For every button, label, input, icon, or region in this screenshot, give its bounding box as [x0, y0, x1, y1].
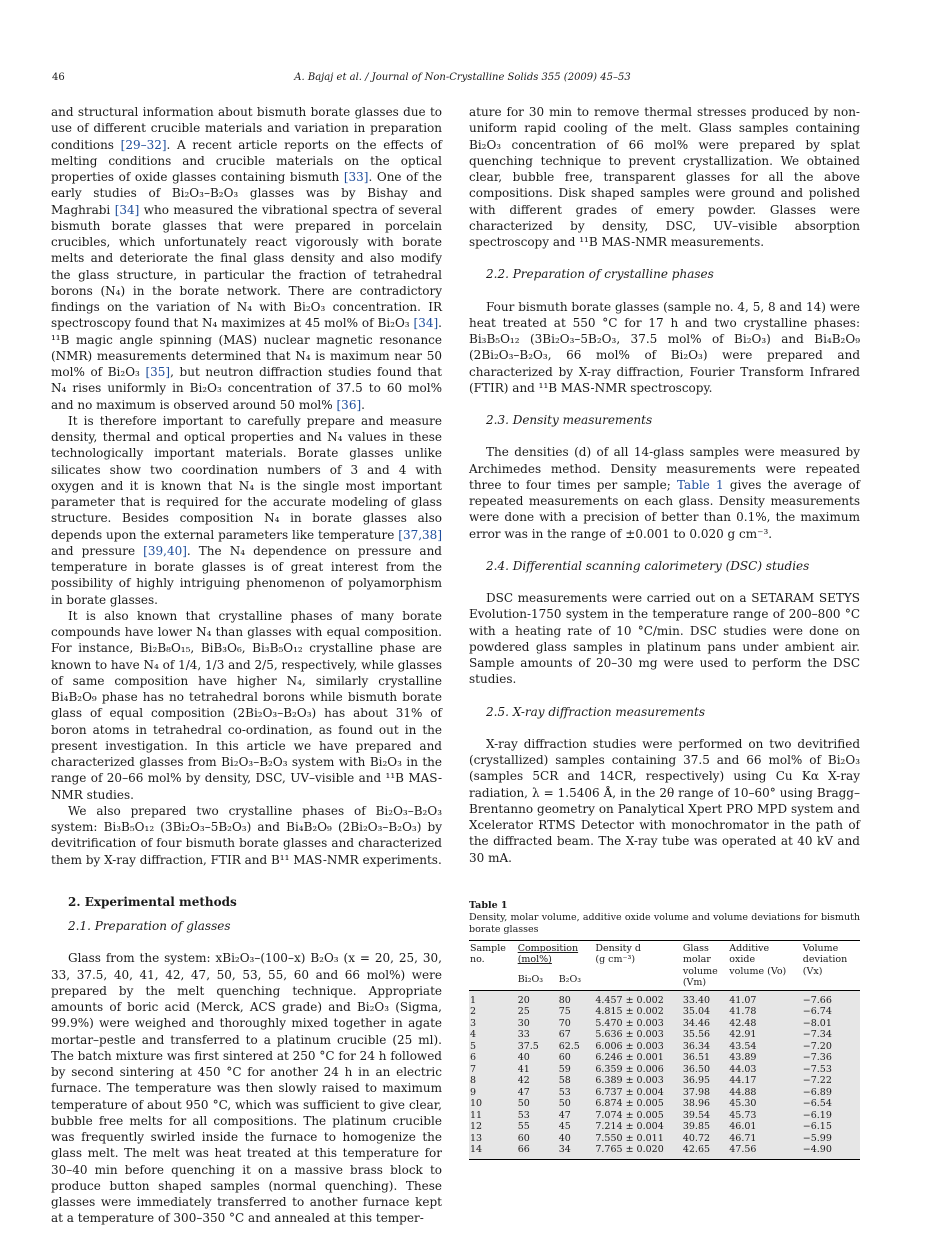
citation-link[interactable]: [36]	[336, 397, 362, 412]
table-cell: 34.46	[682, 1017, 711, 1029]
citation-link[interactable]: [37,38]	[398, 527, 442, 542]
table-caption: Density, molar volume, additive oxide volume and volume deviations for bismuth borate glasses	[469, 911, 860, 935]
table-cell: 36.51	[682, 1052, 711, 1064]
table-cell: −6.19	[802, 1109, 832, 1121]
left-column	[51, 104, 442, 1227]
table-cell: 4.815 ± 0.002	[595, 1006, 664, 1018]
table-cell: 36.95	[682, 1075, 711, 1087]
column-header-molar-volume: Glass molar volume (Vm)	[682, 940, 728, 990]
table-cell: 42	[517, 1075, 530, 1087]
table-row	[469, 1110, 860, 1122]
table-cell: 40.72	[682, 1132, 711, 1144]
table-cell: 44.17	[729, 1075, 757, 1087]
table-cell: 20	[517, 990, 558, 1006]
column-header-sample: Sample no.	[469, 940, 517, 990]
table-cell: 12	[470, 1121, 483, 1133]
table-cell: 7.550 ± 0.011	[595, 1132, 664, 1144]
table-row	[469, 1041, 860, 1053]
table-cell: 62.5	[558, 1040, 580, 1052]
table-cell: −7.53	[802, 1063, 832, 1075]
table-cell: 70	[558, 1017, 571, 1029]
citation-link[interactable]: [35]	[145, 365, 171, 379]
column-header-bi2o3: Bi₂O₃	[517, 974, 544, 986]
table-cell: 6.006 ± 0.003	[595, 1040, 664, 1052]
paragraph: and structural information about bismuth borate glasses due to use of different crucible materials and variation in preparation conditions [29–32]. A recent article reports on the effects of melting conditions and crucible materials on the optical properties of oxide glasses containing bismuth [33]. One of the early studies of Bi₂O₃–B₂O₃ glasses was by Bishay and Maghrabi [34] who measured the vibrational spectra of several bismuth borate glasses that were prepared in porcelain crucibles, which unfortunately react vigorously with borate melts and deteriorate the final glass density and also modify the glass structure, in particular the fraction of tetrahedral borons (N₄) in the borate network. There are contradictory findings on the variation of N₄ with Bi₂O₃ concentration. IR spectroscopy found that N₄ maximizes at 45 mol% of Bi₂O₃ [34]. ¹¹B magic angle spinning (MAS) nuclear magnetic resonance (NMR) measurements determined that N₄ is maximum near 50 mol% of Bi₂O₃ [35], but neutron diffraction studies found that N₄ rises uniformly in Bi₂O₃ concentration of 37.5 to 60 mol% and no maximum is observed around 50 mol% [36].	[51, 105, 443, 412]
table-cell: −7.20	[802, 1040, 832, 1052]
citation-link[interactable]: [39,40]	[143, 543, 187, 558]
table-cell: 6.389 ± 0.003	[595, 1075, 664, 1087]
page-header	[0, 72, 925, 88]
table-cell: 45.73	[729, 1109, 757, 1121]
table-body	[469, 990, 860, 1159]
table-cell: 59	[558, 1063, 571, 1075]
table-cell: −8.01	[802, 1017, 832, 1029]
table-cell: −4.90	[802, 1144, 860, 1159]
table-cell: 80	[558, 990, 595, 1006]
table-cell: 58	[558, 1075, 571, 1087]
table-cell: 35.04	[682, 1006, 711, 1018]
subsection-heading: 2.3. Density measurements	[486, 413, 653, 427]
table-row	[469, 1006, 860, 1018]
table-cell: −5.99	[802, 1132, 832, 1144]
table-cell: 41.07	[728, 990, 802, 1006]
subsection-heading: 2.5. X-ray diffraction measurements	[486, 704, 705, 719]
table-cell: 41.78	[729, 1006, 757, 1018]
paragraph: ature for 30 min to remove thermal stresses produced by non-uniform rapid cooling of the melt. Glass samples containing Bi₂O₃ concentration of 66 mol% were prepared by splat quenching technique to prevent crystallization. We obtained clear, bubble free, transparent glasses for all the above compositions. Disk shaped samples were ground and polished with different grades of emery powder. Glasses were characterized by density, DSC, UV–visible absorption spectroscopy and ¹¹B MAS-NMR measurements.	[469, 105, 860, 249]
table-cell: 6.874 ± 0.005	[595, 1098, 664, 1110]
table-cell: 13	[470, 1132, 483, 1144]
table-cell: 37.5	[517, 1040, 539, 1052]
paragraph: It is therefore important to carefully prepare and measure density, thermal and optical properties and N₄ values in these technologically important materials. Borate glasses unlike silicates show two coordination numbers of 3 and 4 with oxygen and it is known that N₄ is the single most important parameter that is required for the accurate modeling of glass structure. Besides composition N₄ in borate glasses also depends upon the external parameters like temperature [37,38] and pressure [39,40]. The N₄ dependence on pressure and temperature in borate glasses is of great interest from the possibility of highly intriguing phenomenon of polyamorphism in borate glasses.	[51, 413, 442, 607]
paragraph: Glass from the system: xBi₂O₃–(100–x) B₂O₃ (x = 20, 25, 30, 33, 37.5, 40, 41, 42, 47, 50, 53, 55, 60 and 66 mol%) were prepared by the melt quenching technique. Appropriate amounts of boric acid (Merck, ACS grade) and Bi₂O₃ (Sigma, 99.9%) were weighed and thoroughly mixed together in agate mortar–pestle and transferred to a platinum crucible (25 ml). The batch mixture was first sintered at 250 °C for 24 h followed by second sintering at 450 °C for another 24 h in an electric furnace. The temperature was then slowly raised to maximum temperature of about 950 °C, which was sufficient to give clear, bubble free melts for all compositions. The platinum crucible was frequently swirled inside the furnace to homogenize the glass melt. The melt was heat treated at this temperature for 30–40 min before quenching it on a massive brass block to produce button shaped samples (normal quenching). These glasses were immediately transferred to another furnace kept at a temperature of 300–350 °C and annealed at this temper-	[51, 951, 442, 1226]
table-cell: −7.66	[802, 990, 860, 1006]
table-cell: 6.737 ± 0.004	[595, 1086, 664, 1098]
table-cell: 33.40	[682, 990, 728, 1006]
table-cell: 45	[558, 1121, 571, 1133]
column-header-composition: Composition (mol%)	[517, 940, 595, 972]
table-cell: 30	[517, 1017, 530, 1029]
table-cell: 46.71	[729, 1132, 757, 1144]
paragraph: The densities (d) of all 14-glass samples were measured by Archimedes method. Density measurements were repeated three to four times per sample; Table 1 gives the average of repeated measurements on each glass. Density measurements were done with a precision of better than 0.1%, the maximum error was in the range of ±0.001 to 0.020 g cm⁻³.	[469, 445, 860, 541]
table-row	[469, 1087, 860, 1099]
table-row	[469, 1029, 860, 1041]
table-cell: 40	[517, 1052, 530, 1064]
table-cell: 47.56	[728, 1144, 802, 1159]
table-cell: 11	[470, 1109, 483, 1121]
table-cell: 42.91	[729, 1029, 757, 1041]
table-cell: 36.34	[682, 1040, 711, 1052]
table-cell: 9	[470, 1086, 477, 1098]
subsection-heading: 2.1. Preparation of glasses	[68, 919, 231, 933]
table-cell: 55	[517, 1121, 530, 1133]
subsection-heading: 2.4. Differential scanning calorimetery (DSC) studies	[486, 558, 810, 573]
column-header-b2o3: B₂O₃	[558, 974, 582, 986]
table-cell: 7	[470, 1063, 477, 1075]
table-title: Table 1	[469, 899, 508, 911]
table-cell: 6.246 ± 0.001	[595, 1052, 664, 1064]
table-cell: 45.30	[729, 1098, 757, 1110]
table-cell: 34	[558, 1144, 595, 1159]
table-cell: −6.15	[802, 1121, 832, 1133]
table-cell: 75	[558, 1006, 571, 1018]
table-cell: 60	[558, 1052, 571, 1064]
table-cell: 41	[517, 1063, 530, 1075]
table-row	[469, 1144, 860, 1159]
table-cell: 25	[517, 1006, 530, 1018]
table-cell: 1	[469, 990, 517, 1006]
table-cell: 67	[558, 1029, 571, 1041]
data-table	[469, 940, 860, 1160]
table-cell: −7.22	[802, 1075, 832, 1087]
table-cell: 42.48	[729, 1017, 757, 1029]
table-row	[469, 990, 860, 1006]
column-header-density: Density d (g cm⁻³)	[594, 940, 681, 990]
table-row	[469, 1098, 860, 1110]
table-row	[469, 1018, 860, 1030]
table-cell: 5	[470, 1040, 477, 1052]
table-row	[469, 1064, 860, 1076]
table-cell: 14	[469, 1144, 517, 1159]
table-cell: 3	[470, 1017, 477, 1029]
citation-link[interactable]: [34]	[114, 202, 140, 217]
table-row	[469, 1133, 860, 1145]
table-cell: 50	[558, 1098, 571, 1110]
table-cell: 42.65	[682, 1144, 728, 1159]
table-cell: −7.36	[802, 1052, 832, 1064]
table-cell: 39.54	[682, 1109, 711, 1121]
table-cell: 7.214 ± 0.004	[595, 1121, 664, 1133]
table-row	[469, 1121, 860, 1133]
table-cell: 36.50	[682, 1063, 711, 1075]
table-cell: 38.96	[682, 1098, 711, 1110]
table-cell: 2	[470, 1006, 477, 1018]
table-cell: 47	[558, 1109, 571, 1121]
paragraph: Four bismuth borate glasses (sample no. 4, 5, 8 and 14) were heat treated at 550 °C for 17 h and two crystalline phases: Bi₃B₅O₁₂ (3Bi₂O₃–5B₂O₃, 37.5 mol% of Bi₂O₃) and Bi₄B₂O₉ (2Bi₂O₃–B₂O₃, 66 mol% of Bi₂O₃) were prepared and characterized by X-ray diffraction, Fourier Transform Infrared (FTIR) and ¹¹B MAS-NMR spectroscopy.	[469, 299, 860, 395]
paragraph: DSC measurements were carried out on a SETARAM SETYS Evolution-1750 system in the temperature range of 200–800 °C with a heating rate of 10 °C/min. DSC studies were done on powdered glass samples in platinum pans under ambient air. Sample amounts of 20–30 mg were used to perform the DSC studies.	[469, 591, 860, 687]
paragraph: X-ray diffraction studies were performed on two devitrified (crystallized) samples containing 37.5 and 66 mol% of Bi₂O₃ (samples 5CR and 14CR, respectively) using Cu Kα X-ray radiation, λ = 1.5406 Å, in the 2θ range of 10–60° using Bragg–Brentanno geometry on Panalytical Xpert PRO MPD system and Xcelerator RTMS Detector with monochromator in the path of the diffracted beam. The X-ray tube was operated at 40 kV and 30 mA.	[469, 736, 860, 865]
table-cell: −6.54	[802, 1098, 832, 1110]
table-cell: 33	[517, 1029, 530, 1041]
table-link[interactable]: Table 1	[676, 477, 724, 492]
table-cell: 6.359 ± 0.006	[595, 1063, 664, 1075]
table-cell: −6.74	[802, 1006, 832, 1018]
table-1	[469, 900, 860, 1160]
table-row	[469, 1052, 860, 1064]
table-cell: 5.636 ± 0.003	[595, 1029, 664, 1041]
table-cell: 39.85	[682, 1121, 711, 1133]
table-cell: 40	[558, 1132, 571, 1144]
table-cell: 35.56	[682, 1029, 711, 1041]
table-cell: 43.89	[729, 1052, 757, 1064]
table-cell: 10	[470, 1098, 483, 1110]
table-cell: 4	[470, 1029, 477, 1041]
table-cell: 5.470 ± 0.003	[595, 1017, 664, 1029]
table-cell: 4.457 ± 0.002	[594, 990, 681, 1006]
table-cell: 60	[517, 1132, 530, 1144]
running-head: A. Bajaj et al. / Journal of Non-Crystalline Solids 355 (2009) 45–53	[294, 72, 631, 83]
column-header-volume-deviation: Volume deviation (Vx)	[802, 940, 860, 990]
page-number: 46	[52, 72, 65, 83]
right-column	[469, 104, 860, 1160]
table-cell: 53	[558, 1086, 571, 1098]
table-cell: 6	[470, 1052, 477, 1064]
table-cell: 53	[517, 1109, 530, 1121]
table-row	[469, 1075, 860, 1087]
paragraph: We also prepared two crystalline phases of Bi₂O₃–B₂O₃ system: Bi₃B₅O₁₂ (3Bi₂O₃–5B₂O₃) and Bi₄B₂O₉ (2Bi₂O₃–B₂O₃) by devitrification of four bismuth borate glasses and characterized them by X-ray diffraction, FTIR and B¹¹ MAS-NMR experiments.	[51, 803, 442, 867]
table-cell: 66	[517, 1144, 558, 1159]
table-cell: 7.074 ± 0.005	[595, 1109, 664, 1121]
table-cell: −7.34	[802, 1029, 832, 1041]
citation-link[interactable]: [33]	[343, 170, 369, 184]
table-cell: 44.03	[729, 1063, 757, 1075]
table-cell: 37.98	[682, 1086, 711, 1098]
paragraph: It is also known that crystalline phases of many borate compounds have lower N₄ than glasses with equal composition. For instance, Bi₂B₈O₁₅, BiB₃O₆, Bi₃B₅O₁₂ crystalline phase are known to have N₄ of 1/4, 1/3 and 2/5, respectively, while glasses of same composition have higher N₄, similarly crystalline Bi₄B₂O₉ phase has no tetrahedral borons while bismuth borate glass of equal composition (2Bi₂O₃–B₂O₃) has about 31% of boron atoms in tetrahedral co-ordination, as found out in the present investigation. In this article we have prepared and characterized glasses from Bi₂O₃–B₂O₃ system with Bi₂O₃ in the range of 20–66 mol% by density, DSC, UV–visible and ¹¹B MAS-NMR studies.	[51, 608, 443, 802]
table-cell: 43.54	[729, 1040, 757, 1052]
table-cell: 46.01	[729, 1121, 757, 1133]
subsection-heading: 2.2. Preparation of crystalline phases	[486, 267, 714, 282]
table-cell: −6.89	[802, 1086, 832, 1098]
table-cell: 8	[470, 1075, 477, 1087]
table-cell: 50	[517, 1098, 530, 1110]
column-header-additive-volume: Additive oxide volume (Vo)	[728, 940, 802, 990]
table-cell: 7.765 ± 0.020	[594, 1144, 681, 1159]
section-heading: 2. Experimental methods	[68, 894, 237, 909]
table-cell: 47	[517, 1086, 530, 1098]
table-cell: 44.88	[729, 1086, 757, 1098]
citation-link[interactable]: [34]	[413, 316, 439, 331]
citation-link[interactable]: [29–32]	[120, 137, 167, 152]
